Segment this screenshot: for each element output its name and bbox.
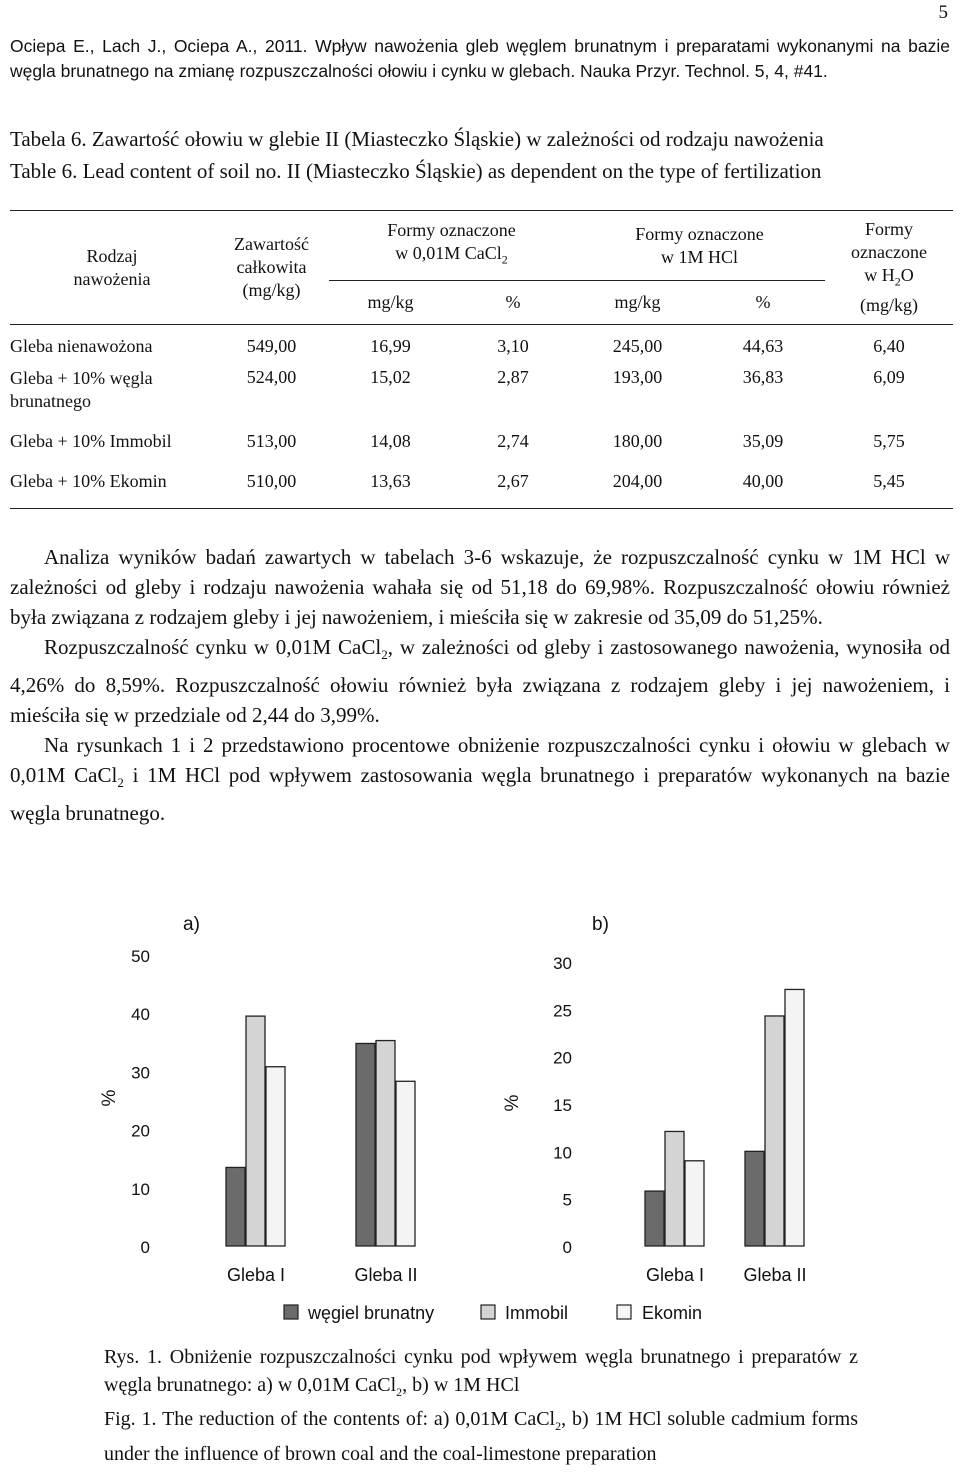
- table-cell: 2,87: [497, 366, 529, 387]
- table-cell: 204,00: [612, 470, 663, 491]
- table-cell: 36,83: [742, 366, 784, 387]
- row-label: Gleba + 10% węgla brunatnego: [10, 367, 153, 411]
- table-cell: 44,63: [742, 336, 784, 356]
- table-cell: 15,02: [370, 366, 411, 387]
- y-tick-label: 50: [131, 947, 150, 966]
- table-cell: 5,45: [873, 470, 905, 491]
- paragraph: Rozpuszczalność cynku w 0,01M CaCl$_2$, w zależności od gleby i zastosowanego nawożenia, wynosiła od 4,26% do 8,59%. Rozpuszczalność ołowiu również była związana z rodzajem gleby i jej nawożeniem, i mieściła się w przedziale od 2,44 do 3,99%.: [10, 635, 950, 728]
- figure-caption-pl: Rys. 1. Obniżenie rozpuszczalności cynku pod wpływem węgla brunatnego i preparatów z węgla brunatnego: a) w 0,01M CaCl$_2$, b) w 1M HCl: [104, 1346, 858, 1399]
- bar-węgiel-brunatny: [745, 1151, 764, 1246]
- table-cell: 245,00: [612, 336, 663, 356]
- header-group-hcl: Formy oznaczone w 1M HCl: [574, 211, 825, 281]
- y-tick-label: 10: [131, 1179, 150, 1199]
- table-cell: 2,67: [497, 470, 529, 491]
- bar-Immobil: [376, 1041, 395, 1246]
- table-cell: 193,00: [612, 366, 663, 387]
- x-tick-label: Gleba II: [743, 1265, 807, 1285]
- table-cell: 549,00: [246, 336, 297, 356]
- citation-header: Ociepa E., Lach J., Ociepa A., 2011. Wpływ nawożenia gleb węglem brunatnym i preparatami wykonanymi na bazie węgla brunatnego na zmianę rozpuszczalności ołowiu i cynku w glebach. Nauka Przyr. Technol. 5, 4, #41.: [10, 36, 950, 81]
- legend-swatch: [617, 1305, 631, 1319]
- header-unit: mg/kg: [614, 292, 661, 312]
- table-cell: 180,00: [612, 430, 663, 451]
- table-row: [10, 365, 953, 429]
- table-cell: 40,00: [742, 470, 784, 491]
- y-tick-label: 15: [553, 1096, 572, 1115]
- y-axis-label: %: [99, 1089, 120, 1107]
- bar-Immobil: [665, 1131, 684, 1246]
- y-tick-label: 0: [562, 1238, 572, 1257]
- header-unit: %: [505, 292, 521, 312]
- table-cell: 524,00: [246, 366, 297, 387]
- bar-węgiel-brunatny: [356, 1043, 375, 1246]
- table-row: [10, 469, 953, 509]
- paragraph: Na rysunkach 1 i 2 przedstawiono procentowe obniżenie rozpuszczalności cynku i ołowiu w glebach w 0,01M CaCl$_2$ i 1M HCl pod wpływem zastosowania węgla brunatnego i preparatów wykonanych na bazie węgla brunatnego.: [10, 733, 950, 826]
- bar-węgiel-brunatny: [226, 1167, 245, 1246]
- legend-label: Ekomin: [642, 1303, 703, 1323]
- bar-Ekomin: [266, 1067, 285, 1246]
- table-row: [10, 429, 953, 469]
- paragraph: Analiza wyników badań zawartych w tabelach 3-6 wskazuje, że rozpuszczalność cynku w 1M HCl w zależności od gleby i rodzaju nawożenia wahała się od 51,18 do 69,98%. Rozpuszczalność ołowiu również była związana z rodzajem gleby i jej nawożeniem, i mieściła się w zakresie od 35,09 do 51,25%.: [10, 545, 950, 629]
- header-fertilization-type: Rodzaj nawożenia: [73, 245, 151, 289]
- bar-Immobil: [246, 1016, 265, 1246]
- table-caption: [10, 123, 824, 187]
- table-cell: 13,63: [370, 470, 411, 491]
- bar-Ekomin: [396, 1081, 415, 1246]
- bar-węgiel-brunatny: [645, 1191, 664, 1246]
- y-tick-label: 30: [131, 1063, 150, 1083]
- table-cell: 2,74: [497, 430, 529, 451]
- panel-label: b): [592, 914, 609, 935]
- x-tick-label: Gleba II: [354, 1265, 418, 1285]
- header-group-cacl2: Formy oznaczone w 0,01M CaCl$_2$: [329, 211, 574, 281]
- header-water-forms: Formy oznaczone w $H_2O$ (mg/kg): [851, 219, 927, 315]
- y-tick-label: 5: [562, 1190, 572, 1210]
- table-caption-en: Table 6. Lead content of soil no. II (Miasteczko Śląskie) as dependent on the type of fertilization: [10, 159, 822, 183]
- table-cell: 5,75: [873, 430, 905, 451]
- table-cell: 6,40: [873, 336, 905, 356]
- table-cell: 16,99: [370, 336, 411, 356]
- page-number: 5: [938, 2, 948, 23]
- bar-Immobil: [765, 1016, 784, 1246]
- y-tick-label: 30: [553, 954, 572, 973]
- legend-swatch: [481, 1305, 495, 1319]
- row-label: Gleba + 10% Immobil: [10, 430, 172, 451]
- table-caption-pl: Tabela 6. Zawartość ołowiu w glebie II (Miasteczko Śląskie) w zależności od rodzaju nawożenia: [10, 127, 824, 151]
- y-tick-label: 20: [553, 1048, 572, 1068]
- table-cell: 510,00: [246, 470, 297, 491]
- x-tick-label: Gleba I: [226, 1265, 286, 1285]
- panel-label: a): [183, 914, 200, 935]
- header-unit: %: [755, 292, 771, 312]
- y-tick-label: 25: [553, 1001, 572, 1021]
- x-tick-label: Gleba I: [645, 1265, 705, 1285]
- y-tick-label: 0: [140, 1238, 150, 1257]
- header-total-content: Zawartość całkowita (mg/kg): [234, 234, 309, 300]
- y-tick-label: 40: [131, 1005, 150, 1025]
- y-axis-label: %: [502, 1094, 523, 1112]
- body-text: [10, 542, 950, 828]
- table-cell: 6,09: [873, 366, 905, 387]
- row-label: Gleba nienawożona: [10, 336, 153, 356]
- y-tick-label: 10: [553, 1143, 572, 1163]
- bar-Ekomin: [785, 989, 804, 1246]
- header-unit: mg/kg: [367, 292, 414, 312]
- legend-label: węgiel brunatny: [308, 1303, 435, 1323]
- lead-content-table: [10, 210, 953, 509]
- y-tick-label: 20: [131, 1121, 150, 1141]
- legend-label: Immobil: [505, 1303, 569, 1323]
- figure-caption: [104, 1344, 858, 1468]
- table-cell: 3,10: [497, 336, 529, 356]
- table-row: [10, 325, 953, 365]
- table-cell: 14,08: [370, 430, 411, 451]
- figure-1-charts: [0, 900, 960, 1340]
- table-cell: 35,09: [742, 430, 784, 451]
- table-cell: 513,00: [246, 430, 297, 451]
- legend-swatch: [284, 1305, 298, 1319]
- row-label: Gleba + 10% Ekomin: [10, 470, 167, 491]
- figure-caption-en: Fig. 1. The reduction of the contents of: a) 0,01M CaCl$_2$, b) 1M HCl soluble cadmium forms under the influence of brown coal and the coal-limestone preparation: [104, 1408, 858, 1465]
- bar-Ekomin: [685, 1161, 704, 1246]
